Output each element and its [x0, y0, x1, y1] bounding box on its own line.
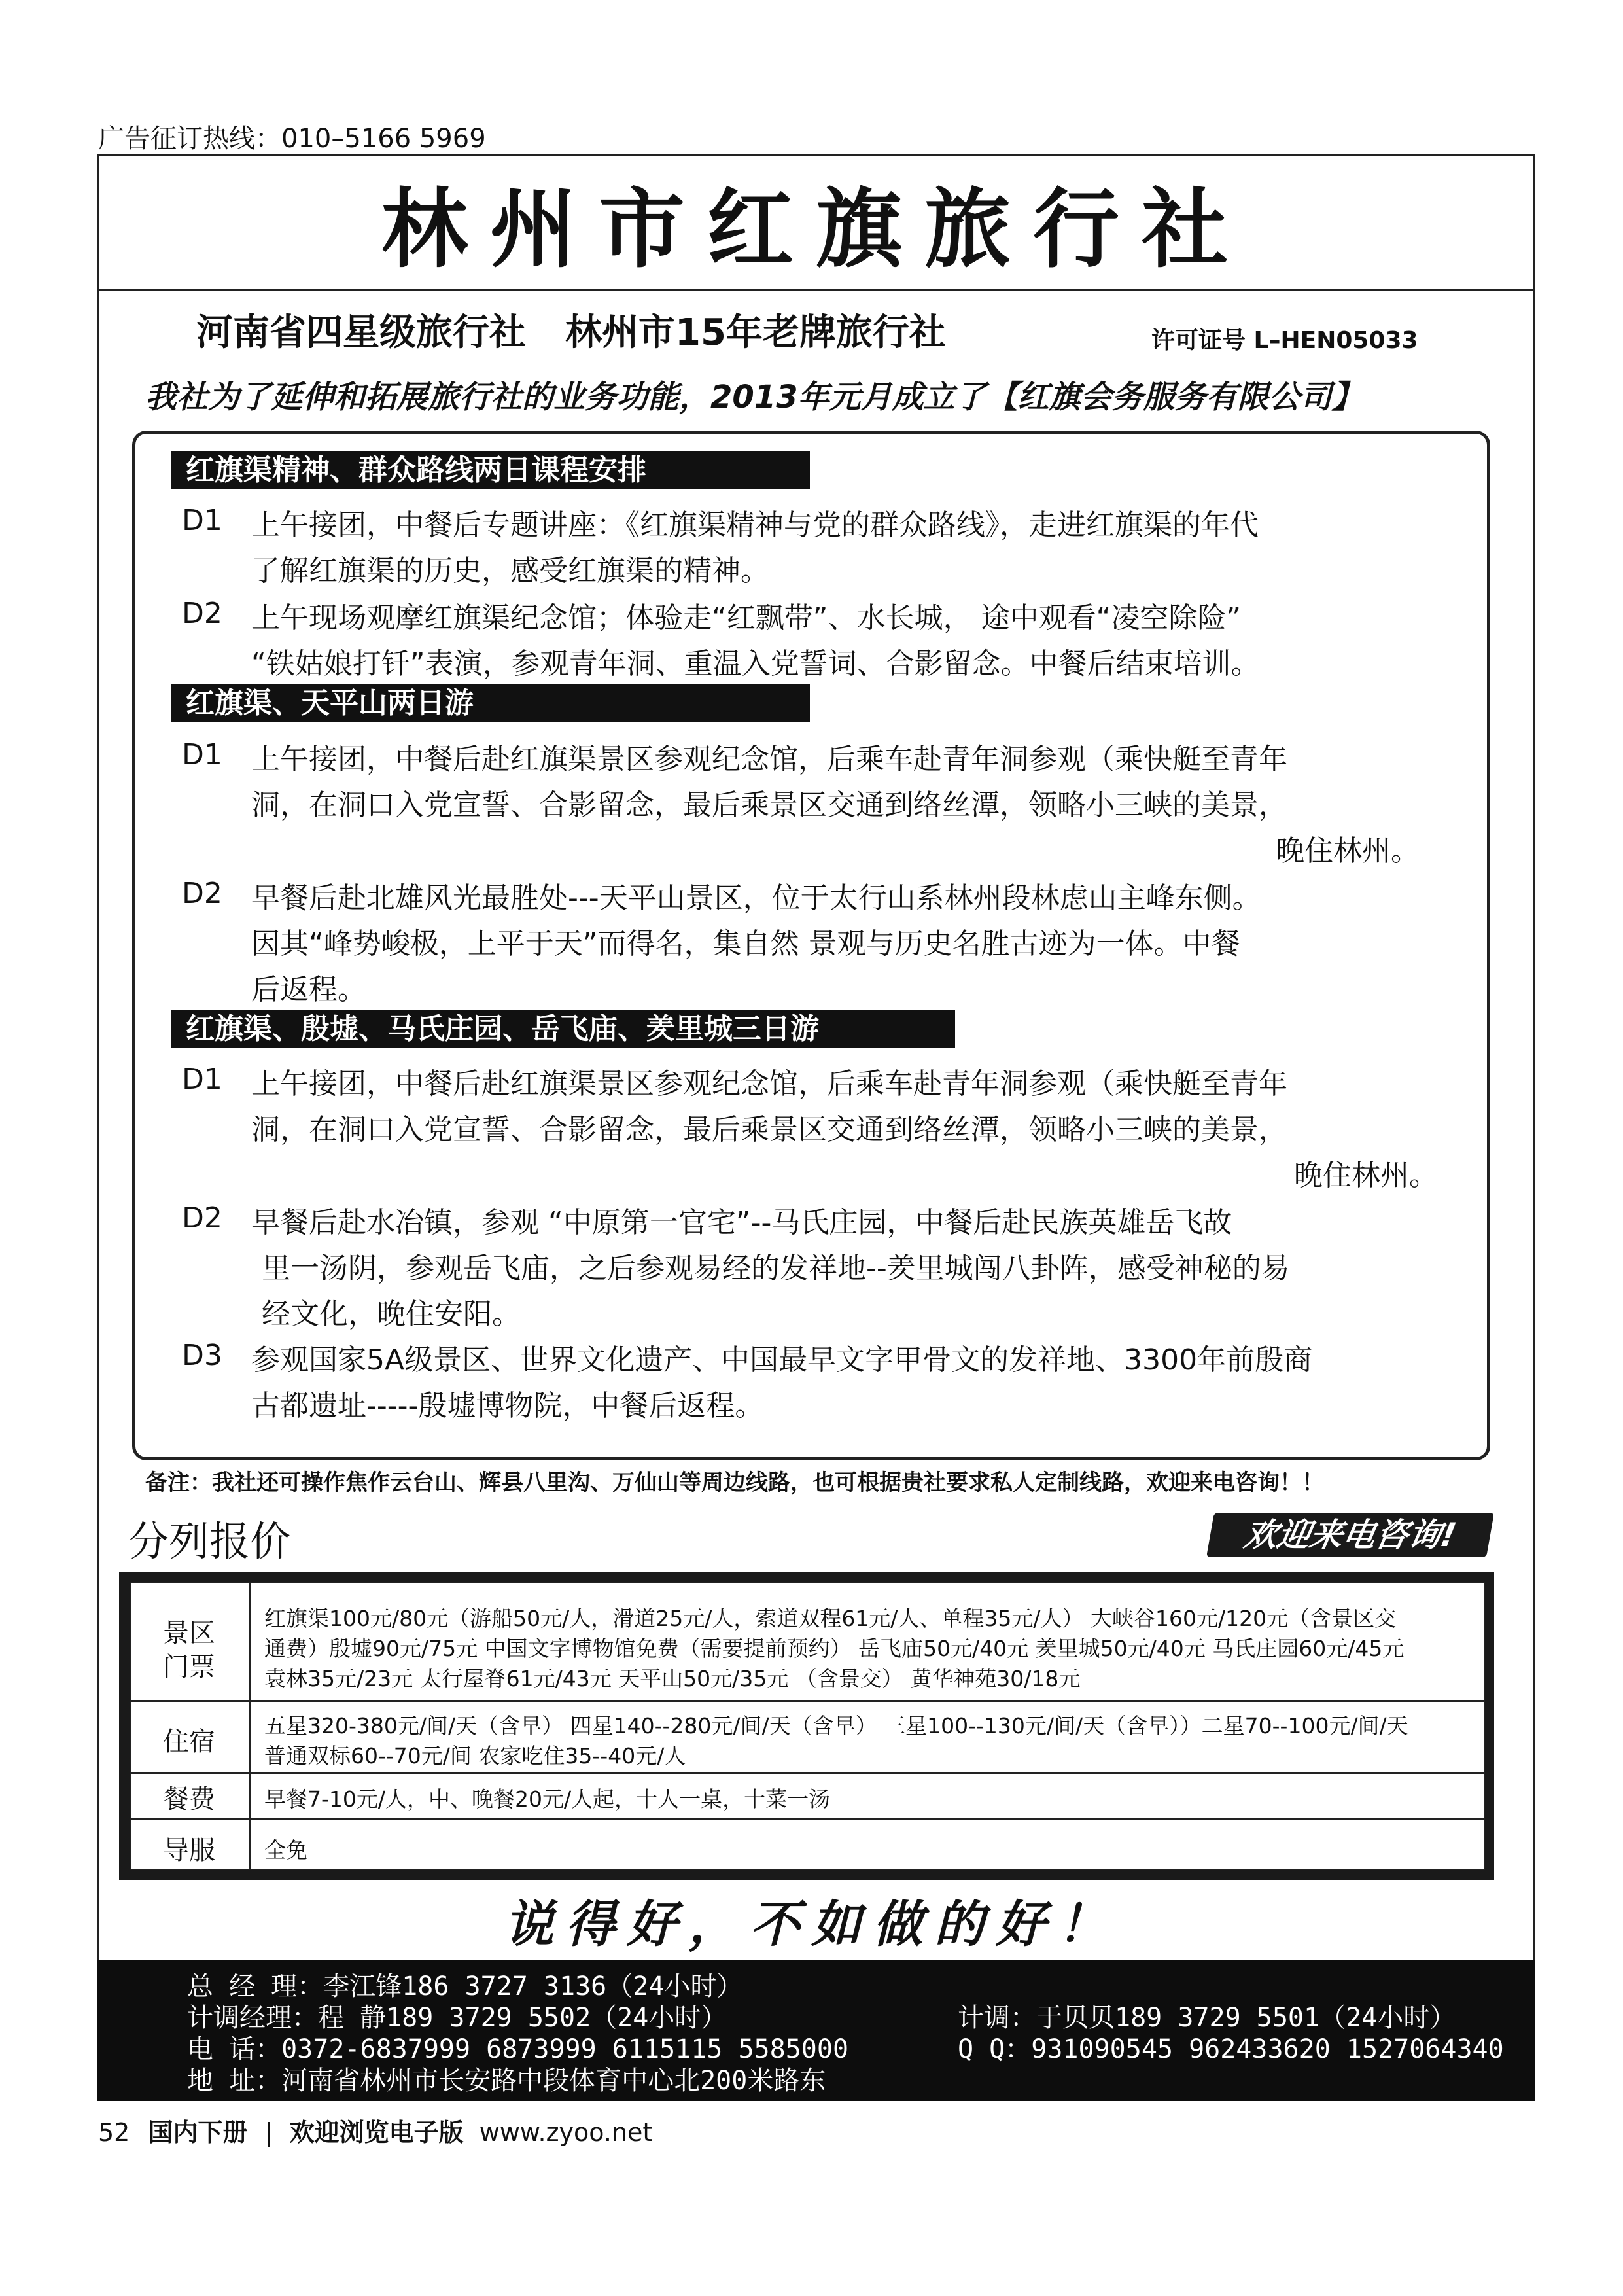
itinerary-line: 上午现场观摩红旗渠纪念馆；体验走“红飘带”、水长城， 途中观看“凌空除险”	[251, 601, 1242, 635]
footer-site-link[interactable]: www.zyoo.net	[479, 2118, 653, 2147]
itinerary-line: 参观国家5A级景区、世界文化遗产、中国最早文字甲骨文的发祥地、3300年前殷商	[251, 1343, 1313, 1377]
row-text: 全免	[264, 1837, 307, 1863]
itinerary-line: 上午接团，中餐后赴红旗渠景区参观纪念馆，后乘车赴青年洞参观（乘快艇至青年	[251, 1067, 1287, 1101]
welcome-badge: 欢迎来电咨询!	[1206, 1513, 1494, 1557]
day-label: D3	[182, 1339, 222, 1372]
row-text: 早餐7-10元/人，中、晚餐20元/人起，十人一桌，十菜一汤	[264, 1786, 831, 1812]
itinerary-line: 洞，在洞口入党宣誓、合影留念，最后乘景区交通到络丝潭，领略小三峡的美景，	[251, 1113, 1287, 1146]
ad-hotline: 广告征订热线：010–5166 5969	[98, 124, 486, 154]
row-text: 袁林35元/23元 太行屋脊61元/43元 天平山50元/35元 （含景交） 黄华神苑30/18元	[264, 1666, 1081, 1691]
day-label: D2	[182, 1201, 222, 1235]
itinerary-line: 因其“峰势峻极，上平于天”而得名，集自然 景观与历史名胜古迹为一体。中餐	[251, 927, 1240, 961]
brand-title: 林州市红旗旅行社	[381, 178, 1250, 280]
row-label-guide: 导服	[163, 1835, 215, 1865]
itinerary-line: 里一汤阴，参观岳飞庙，之后参观易经的发祥地--羑里城闯八卦阵，感受神秘的易	[262, 1252, 1290, 1285]
intro-line: 我社为了延伸和拓展旅行社的业务功能，2013年元月成立了【红旗会务服务有限公司】	[145, 379, 1363, 415]
day-label: D1	[182, 504, 222, 537]
itinerary-line: 晚住林州。	[1276, 834, 1420, 868]
footer-section: 国内下册	[148, 2118, 248, 2147]
section-header: 红旗渠、天平山两日游	[171, 684, 810, 722]
contact-general-manager: 总 经 理：李江锋186 3727 3136（24小时）	[187, 1971, 743, 2002]
itinerary-line: 晚住林州。	[1294, 1159, 1438, 1192]
itinerary-line: 了解红旗渠的历史，感受红旗渠的精神。	[251, 554, 769, 588]
row-text: 五星320-380元/间/天（含早） 四星140--280元/间/天（含早） 三星100--130元/间/天（含早））二星70--100元/间/天	[264, 1713, 1408, 1739]
footer-ebook: 欢迎浏览电子版	[289, 2118, 464, 2147]
table-row-divider	[130, 1772, 1485, 1774]
itinerary-line: 早餐后赴水冶镇，参观 “中原第一官宅”--马氏庄园，中餐后赴民族英雄岳飞故	[251, 1206, 1232, 1239]
row-label-tickets-2: 门票	[163, 1652, 215, 1682]
itinerary-line: 古都遗址-----殷墟博物院，中餐后返程。	[251, 1389, 764, 1422]
contact-coordinator-manager: 计调经理：程 静189 3729 5502（24小时）	[187, 2003, 727, 2033]
title-band	[97, 154, 1535, 291]
day-label: D2	[182, 597, 222, 630]
remark-note: 备注：我社还可操作焦作云台山、辉县八里沟、万仙山等周边线路，也可根据贵社要求私人定制线路，欢迎来电咨询！！	[145, 1470, 1324, 1496]
sub-headline-years: 林州市15年老牌旅行社	[565, 311, 946, 354]
row-label-lodging: 住宿	[163, 1727, 215, 1757]
pricing-title: 分列报价	[128, 1517, 291, 1565]
slogan: 说得好，不如做的好！	[504, 1895, 1119, 1953]
footer	[98, 2112, 652, 2148]
contact-address: 地 址：河南省林州市长安路中段体育中心北200米路东	[187, 2066, 826, 2096]
row-label-meals: 餐费	[163, 1784, 215, 1814]
itinerary-line: 早餐后赴北雄风光最胜处---天平山景区，位于太行山系林州段林虑山主峰东侧。	[251, 881, 1261, 915]
footer-separator	[268, 2122, 270, 2147]
license-number: 许可证号 L–HEN05033	[1151, 327, 1418, 354]
section-header: 红旗渠精神、群众路线两日课程安排	[171, 451, 810, 489]
table-row-divider	[130, 1818, 1485, 1820]
sub-headline	[196, 304, 946, 356]
itinerary-line: 后返程。	[251, 973, 366, 1006]
contact-coordinator: 计调：于贝贝189 3729 5501（24小时）	[958, 2003, 1456, 2033]
contact-phone: 电 话：0372-6837999 6873999 6115115 5585000	[187, 2034, 849, 2064]
itinerary-line: “铁姑娘打钎”表演，参观青年洞、重温入党誓词、合影留念。中餐后结束培训。	[251, 647, 1260, 680]
itinerary-line: 经文化，晚住安阳。	[262, 1298, 521, 1331]
row-label-tickets: 景区	[163, 1618, 215, 1648]
sub-headline-star-rating: 河南省四星级旅行社	[196, 311, 526, 354]
row-text: 通费）殷墟90元/75元 中国文字博物馆免费（需要提前预约） 岳飞庙50元/40元 羑里城50元/40元 马氏庄园60元/45元	[264, 1636, 1405, 1661]
table-column-divider	[249, 1582, 251, 1870]
day-label: D2	[182, 877, 222, 910]
day-label: D1	[182, 738, 222, 771]
itinerary-line: 上午接团，中餐后专题讲座：《红旗渠精神与党的群众路线》，走进红旗渠的年代	[251, 508, 1259, 542]
page-number: 52	[98, 2118, 130, 2147]
itinerary-line: 洞，在洞口入党宣誓、合影留念，最后乘景区交通到络丝潭，领略小三峡的美景，	[251, 788, 1287, 822]
row-text: 普通双标60--70元/间 农家吃住35--40元/人	[264, 1743, 686, 1769]
table-row-divider	[130, 1700, 1485, 1702]
row-text: 红旗渠100元/80元（游船50元/人，滑道25元/人，索道双程61元/人、单程35元/人） 大峡谷160元/120元（含景区交	[264, 1606, 1397, 1631]
itinerary-line: 上午接团，中餐后赴红旗渠景区参观纪念馆，后乘车赴青年洞参观（乘快艇至青年	[251, 743, 1287, 776]
section-header: 红旗渠、殷墟、马氏庄园、岳飞庙、羑里城三日游	[171, 1010, 955, 1048]
contact-qq: Q Q：931090545 962433620 1527064340	[958, 2034, 1504, 2064]
day-label: D1	[182, 1063, 222, 1096]
